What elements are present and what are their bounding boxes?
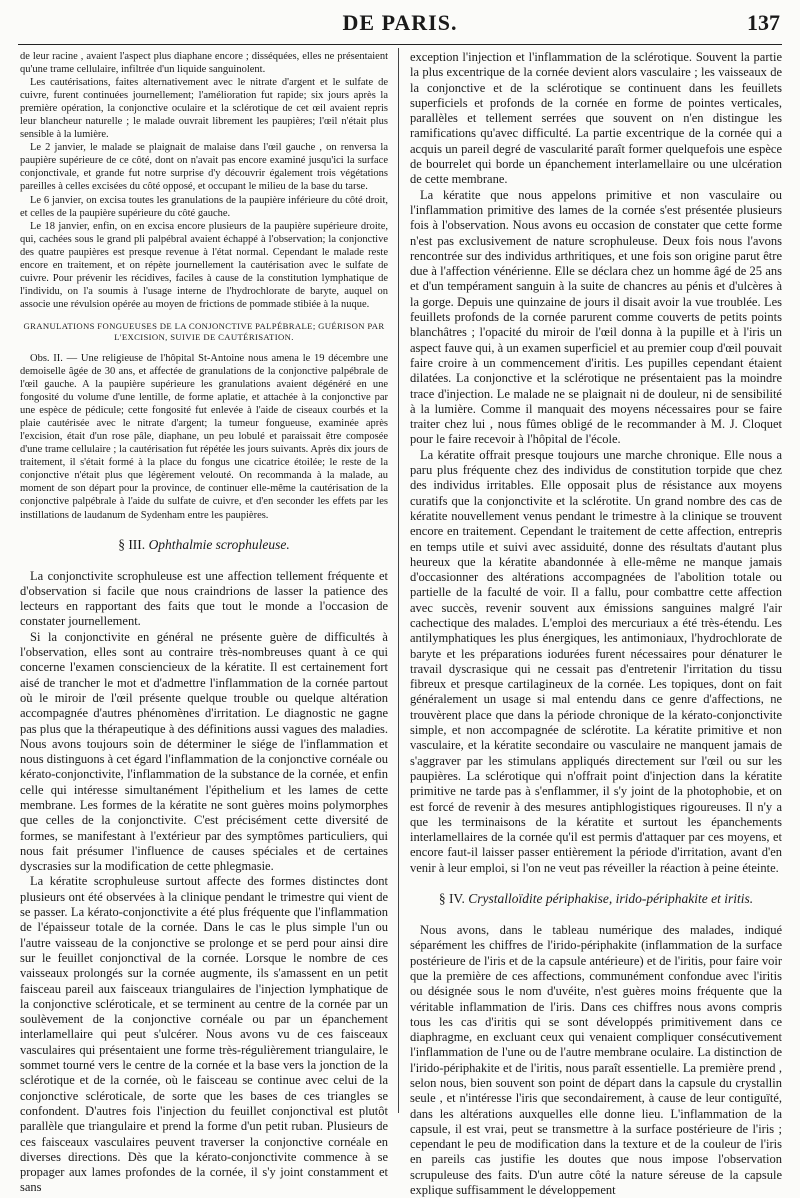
section-title: Crystalloïdite périphakise, irido-périphakite et iritis. — [468, 891, 754, 907]
paragraph: Le 2 janvier, le malade se plaignait de malaise dans l'œil gauche , on renversa la paupière supérieure de ce côté, dont on n'avait pas encore examiné jusqu'ici la surface conjonctivale, et grande fut notre surprise d'y découvrir également trois végétations pareilles à celles excisées du côté opposé, et occupant le milieu de la base du tarse. — [20, 142, 388, 193]
paragraph: Obs. II. — Une religieuse de l'hôpital St-Antoine nous amena le 19 décembre une demoiselle âgée de 30 ans, et affectée de granulations de la conjonctive palpébrale de l'œil gauche. A la paupière supérieure les granulations avaient dégénéré en une fongosité du volume d'une lentille, de forme aplatie, et attachée à la conjonctive par une espèce de pédicule; cette fongosité fut enlevée à l'aide de ciseaux courbés et la plaie cautérisée avec le nitrate d'argent; la tumeur fongueuse, examinée après l'excision, était d'un rose pâle, diaphane, un peu lobulé et paraissait être composée d'une trame cellulaire ; la cautérisation fut répétée les jours suivants. Après dix jours de traitement, il s'était formé à la place du fongus une cicatrice étoilée; le reste de la conjonctive n'était plus que légèrement velouté. On recommanda à la malade, au moment de son départ pour la province, de continuer elle-même la cautérisation de la conjonctive palpébrale à l'aide du sulfate de cuivre, et d'en seconder les effets par les instillations de laudanum de Sydenham entre les paupières. — [20, 352, 388, 521]
section-number: § III. — [118, 536, 146, 552]
paragraph: exception l'injection et l'inflammation de la sclérotique. Souvent la partie la plus excentrique de la cornée devient alors vasculaire ; les vaisseaux de la conjonctive et de la sclérotique se continuent dans les feuillets superficiels et profonds de la cornée en forme de pointes verticales, parallèles et tellement serrées que souvent on n'en distingue les ramifications qu'avec difficulté. La partie excentrique de la cornée qui a acquis un pareil degré de vascularité paraît former quelquefois une espèce de bourrelet qui borde un épanchement interlamellaire ou une ulcération de cette membrane. — [410, 50, 782, 187]
paragraph: La kératite scrophuleuse surtout affecte des formes distinctes dont plusieurs ont été observées à la clinique pendant le trimestre qui vient de se passer. La kérato-conjonctivite a été plus fréquente que l'inflammation de l'épaisseur totale de la cornée. Dans le cas le plus simple l'un ou l'autre vaisseau de la conjonctive se prolonge et se perd pour ainsi dire sur le feuillet conjonctival de la cornée. Lorsque le nombre de ces vaisseaux prolongés sur la cornée augmente, ils s'amassent en un petit faisceau pareil aux faisceaux triangulaires de l'injection lymphatique de la conjonctive scléroticale, et se terminent au centre de la cornée par un soulèvement de la conjonctive cornéale ou par un épanchement interlamellaire qui peut s'ulcérer. Nous avons vu de ces faisceaux vasculaires qui présentaient une forme très-régulièrement triangulaire, le sommet tourné vers le centre de la cornée et la base vers la jonction de la sclérotique et de la cornée, où le faisceau se continue avec celui de la conjonctive scléroticale, de sorte que les bases de ces triangles se confondent. D'autres fois l'injection du feuillet conjonctival est plutôt parallèle que triangulaire et prend la forme d'un petit ruban. Plusieurs de ces faisceaux vasculaires peuvent traverser la conjonctive cornéale en diverses directions. Dès que la kérato-conjonctivite commence à se propager aux lames profondes de la cornée, il s'y joint constamment et sans — [20, 874, 388, 1195]
column-divider — [398, 48, 399, 1113]
running-title: DE PARIS. — [342, 10, 458, 35]
page-number: 137 — [747, 10, 780, 35]
page-header — [18, 8, 782, 45]
section-number: § IV. — [438, 891, 465, 907]
paragraph: Le 6 janvier, on excisa toutes les granulations de la paupière inférieure du côté droit, et celles de la paupière supérieure du côté gauche. — [20, 194, 388, 219]
paragraph: La conjonctivite scrophuleuse est une affection tellement fréquente et d'observation si facile que nous craindrions de lasser la patience des lecteurs en rapportant des faits que tout le monde a l'occasion de constater journellement. — [20, 568, 388, 629]
paragraph: Nous avons, dans le tableau numérique des malades, indiqué séparément les chiffres de l'irido-périphakite (inflammation de la surface postérieure de l'iris et de la capsule antérieure) et de l'iritis, pour faire voir que la première de ces affections, communément confondue avec l'iritis ou désignée sous le nom d'uvéite, n'est guères moins fréquente que la véritable inflammation de l'iris. Dans ces chiffres nous avons compris tous les cas d'iritis qui se sont développés primitivement dans ce diaphragme, en excluant ceux qui venaient compliquer consécutivement l'inflammation de l'une ou de l'autre membrane oculaire. La distinction de l'irido-périphakite et de l'iritis, nous paraît essentielle. La première prend , selon nous, bien souvent son point de départ dans la capsule du crystallin seule , et n'intéresse l'iris que secondairement, à cause de leur contiguïté, dans les altérations auxquelles elle donne lieu. L'inflammation de la capsule, il est vrai, peut se transmettre à la surface postérieure de l'iris ; cependant le peu de modification dans la texture et de la couleur de l'iris en pareils cas justifie les doutes que nous impose l'observation scrupuleuse des faits. D'un autre côté la nature séreuse de la capsule explique suffisamment le développement — [410, 923, 782, 1198]
paragraph: de leur racine , avaient l'aspect plus diaphane encore ; disséquées, elles ne présentaient qu'une trame cellulaire, infiltrée d'un liquide sanguinolent. — [20, 51, 388, 76]
paragraph: Les cautérisations, faites alternativement avec le nitrate d'argent et le sulfate de cuivre, furent continuées journellement; l'amélioration fut rapide; six jours après la première opération, la conjonctive oculaire et la sclérotique de cet œil avaient repris leur blancheur naturelle ; le malade ouvrait librement les paupières; l'œil n'était plus sensible à la lumière. — [20, 77, 388, 141]
paragraph: Si la conjonctivite en général ne présente guère de difficultés à l'observation, elles sont au contraire très-nombreuses quant à ce qui concerne l'examen consciencieux de la kératite. Il est certainement fort aisé de trancher le mot et d'admettre l'inflammation de la cornée partout où le miroir de l'œil présente quelque trouble ou quelque altération accompagnée d'autres phénomènes d'irritation. Le diagnostic ne gagne pas plus que la thérapeutique à des définitions aussi vagues des maladies. Nous avons toujours soin de déterminer le siége de l'inflammation et nous distinguons à cet égard l'inflammation de la conjonctive cornéale ou kérato-conjonctivite, l'inflammation de la substance de la cornée, et enfin celle qui intéresse simultanément l'épithelium et les lames de cette membrane. Les formes de la kératite ne sont guères moins polymorphes que celles de la conjonctivite. C'est précisément cette diversité de formes, se manifestant à l'extérieur par des symptômes particuliers, qui nous fait présumer l'influence de causes spéciales et de certaines dyscrasies sur la modification de cette phlegmasie. — [20, 629, 388, 874]
paragraph: La kératite que nous appelons primitive et non vasculaire ou l'inflammation primitive des lames de la cornée s'est présentée plusieurs fois à l'observation. Nous avons eu occasion de constater que cette forme n'est pas exclusivement de nature scrophuleuse. Deux fois nous l'avons rencontrée sur des individus arthritiques, et une fois son origine parut être due à l'affection vénérienne. Elle se déclara chez un homme âgé de 25 ans et d'un tempérament sanguin à la suite de chancres au pénis et d'ulcères à la gorge. Depuis une quinzaine de jours il disait avoir la vue troublée. Les feuillets profonds de la cornée parurent comme couverts de petits points blanchâtres ; l'opacité du miroir de l'œil donna à la pupille et à l'iris un aspect fauve qui, à un examen superficiel et au premier coup d'œil pouvait faire croire à un commencement d'iritis. Les pupilles cependant étaient dilatées. La conjonctive et la sclérotique ne présentaient pas la moindre trace d'injection. Le malade ne se plaignait ni de douleur, ni de sensibilité à la lumière. Comme il manquait des moyens nécessaires pour se faire traiter chez lui , nous fûmes obligé de le recommander à M. J. Cloquet pour le faire recevoir à l'hôpital de l'école. — [410, 187, 782, 447]
section-heading — [410, 891, 782, 907]
case-title: GRANULATIONS FONGUEUSES DE LA CONJONCTIVE PALPÉBRALE; GUÉRISON PAR L'EXCISION, SUIVIE DE CAUTÉRISATION. — [23, 320, 385, 342]
section-title: Ophthalmie scrophuleuse. — [148, 536, 290, 552]
paragraph: La kératite offrait presque toujours une marche chronique. Elle nous a paru plus fréquente chez des individus de constitution torpide que chez des individus irritables. Elle opposait plus de résistance aux moyens curatifs que la conjonctivite et la sclérotite. Un grand nombre des cas de kératite nouvellement venus pendant le trimestre à la clinique se trouvent encore en traitement. Cependant le traitement de cette affection, entrepris en temps utile et suivi avec assiduité, donne des résultats d'autant plus heureux que la kératite abandonnée à elle-même ne manque jamais d'occasionner des altérations accompagnées de l'abolition totale ou partielle de la faculté de voir. Il a fallu, pour combattre cette affection avec succès, revenir souvent aux émissions sanguines malgré l'air cachectique des malades. L'emploi des mercuriaux a été très-étendu. Les antilymphatiques les plus énergiques, les antimoniaux, l'hydrochlorate de baryte et les préparations iodurées furent nécessaires pour dénaturer le travail dyscrasique qui ne cessait pas d'entretenir l'irritation du tissu fibreux et presque cartilagineux de la cornée. Les topiques, dont on fait généralement un usage si mal entendu dans ce genre d'affections, ne trouvèrent place que dans la période chronique de la kérato-conjonctivite simple, et non accompagnée de sclérotite. La kératite primitive et non vasculaire, et la kératite secondaire ou vasculaire ne manquent jamais de s'aggraver par les stimulans appliqués directement sur l'œil ou sur les paupières. La sclérotique qui n'offrait point d'injection dans la kératite primitive ne tarde pas à s'enflammer, il s'y joint de la photophobie, et on est forcé de revenir à des mesures antiphlogistiques rigoureuses. Il n'y a que les terminaisons de la kératite et surtout les épanchements interlamellaires de la cornée qu'il est permis d'attaquer par ces moyens, et encore faut-il laisser passer entièrement la période d'irritation, avant d'en venir à leur emploi, si l'on ne veut pas réveiller la réaction à peine éteinte. — [410, 447, 782, 875]
right-column — [410, 50, 782, 1198]
paragraph: Le 18 janvier, enfin, on en excisa encore plusieurs de la paupière supérieure droite, qui, cachées sous le grand pli palpébral avaient échappé à l'observation; la conjonctive des quatre paupières est presque revenue à l'état normal. Cependant le malade reste encore en traitement, et on répète journellement la cautérisation avec le sulfate de cuivre. Pour prévenir les récidives, faciles à cause de la constitution lymphatique de l'individu, on l'a soumis à l'usage interne de l'hydrochlorate de baryte, auquel on associe une révulsion opérée au moyen de frictions de pommade stibiée à la nuque. — [20, 220, 388, 310]
left-column — [20, 50, 388, 1195]
section-heading — [20, 537, 388, 553]
